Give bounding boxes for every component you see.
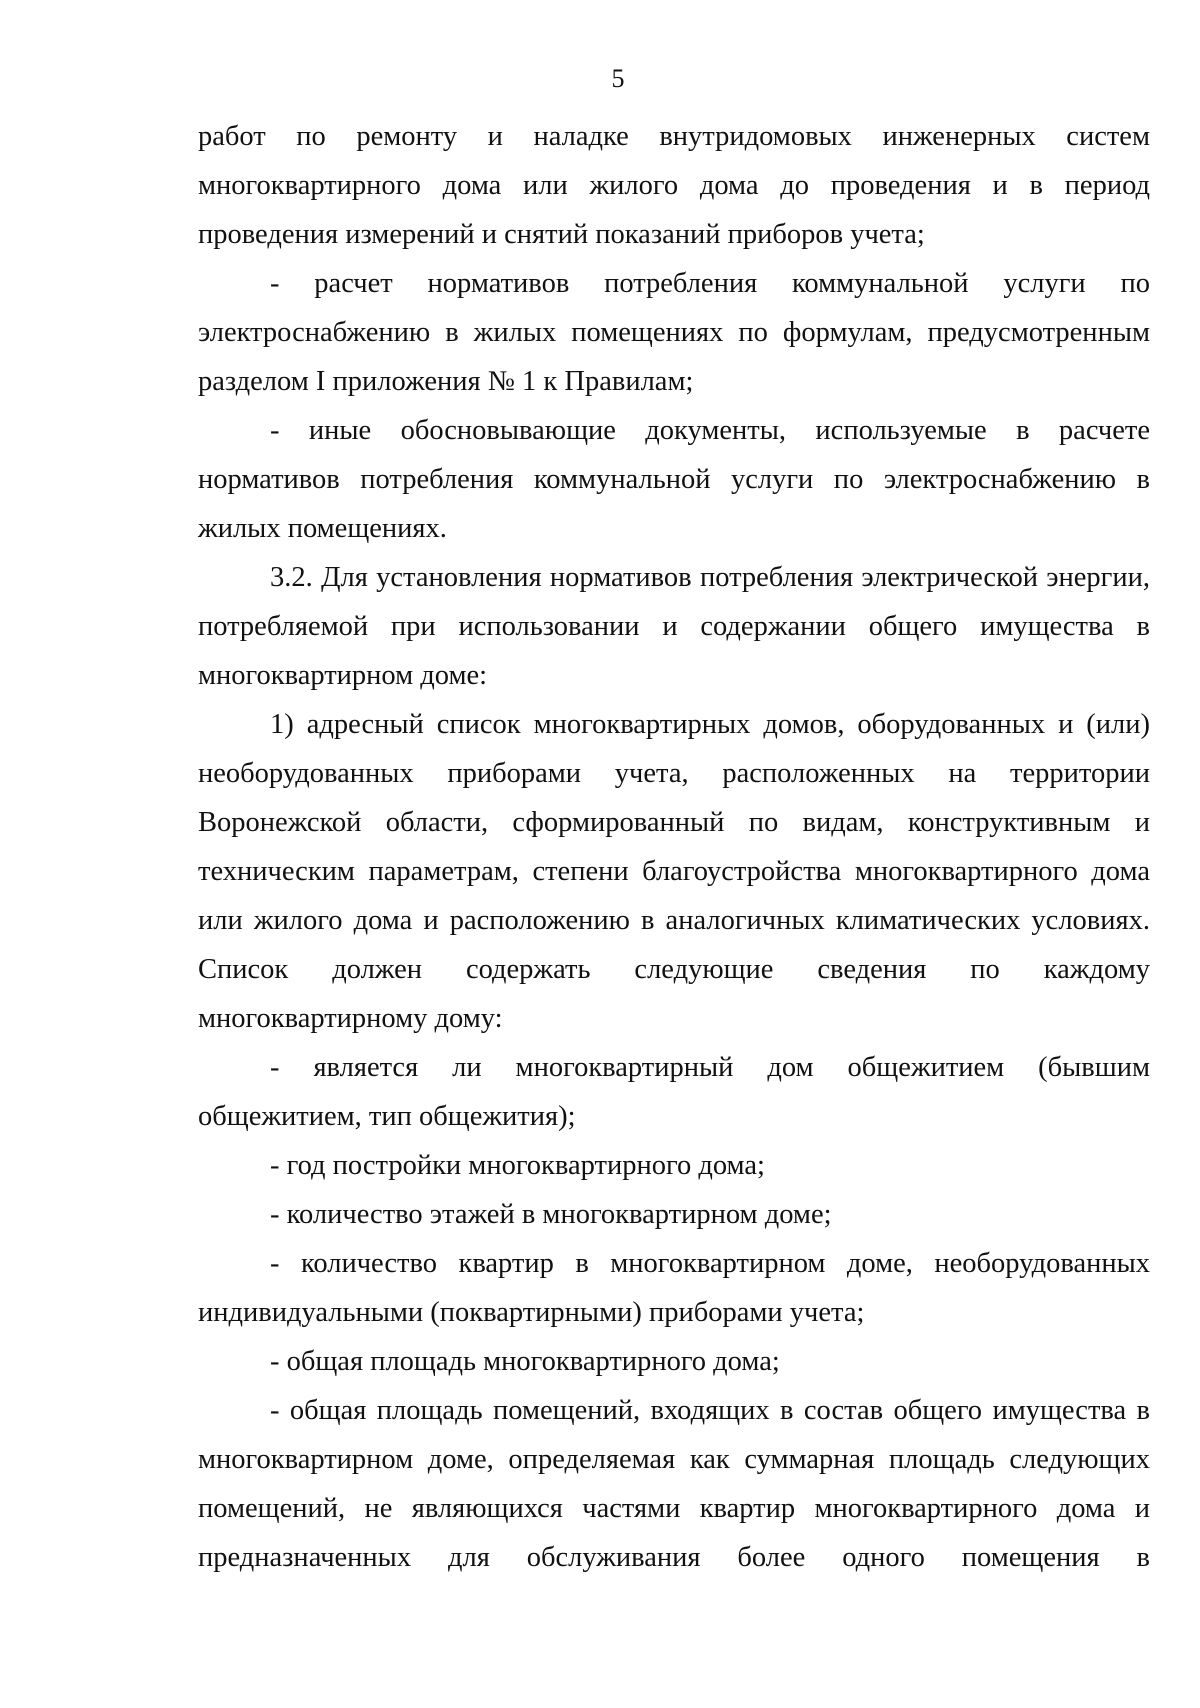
paragraph-repair-works: работ по ремонту и наладке внутридомовых инженерных систем многоквартирного дома или жилого дома до проведения и в период проведения измерений и снятий показаний приборов учета; <box>198 121 1150 250</box>
paragraph-address-list: 1) адресный список многоквартирных домов, оборудованных и (или) необорудованных приборами учета, расположенных на территории Воронежской области, сформированный по видам, конструктивным и техническим параметрам, степени благоустройства многоквартирного дома или жилого дома и расположению в аналогичных климатических условиях. Список должен содержать следующие сведения по каждому многоквартирному дому: <box>198 709 1150 1034</box>
document-body <box>198 112 1150 1582</box>
page-number: 5 <box>611 64 625 93</box>
paragraph-other-documents: - иные обосновывающие документы, используемые в расчете нормативов потребления коммунальной услуги по электроснабжению в жилых помещениях. <box>198 415 1150 544</box>
list-item-total-area: - общая площадь многоквартирного дома; <box>270 1346 780 1377</box>
paragraph-section-3-2: 3.2. Для установления нормативов потребления электрической энергии, потребляемой при использовании и содержании общего имущества в многоквартирном доме: <box>198 562 1150 691</box>
list-item-floors: - количество этажей в многоквартирном доме; <box>270 1199 832 1230</box>
list-item-common-area: - общая площадь помещений, входящих в состав общего имущества в многоквартирном доме, определяемая как суммарная площадь следующих помещений, не являющихся частями квартир многоквартирного дома и предназначенных для обслуживания более одного помещения в <box>198 1395 1150 1573</box>
list-item-year-built: - год постройки многоквартирного дома; <box>270 1150 765 1181</box>
paragraph-calculation-norms: - расчет нормативов потребления коммунальной услуги по электроснабжению в жилых помещениях по формулам, предусмотренным разделом I приложения № 1 к Правилам; <box>198 268 1150 397</box>
list-item-dormitory: - является ли многоквартирный дом общежитием (бывшим общежитием, тип общежития); <box>198 1052 1150 1132</box>
list-item-apartments: - количество квартир в многоквартирном доме, необорудованных индивидуальными (поквартирными) приборами учета; <box>198 1248 1150 1328</box>
